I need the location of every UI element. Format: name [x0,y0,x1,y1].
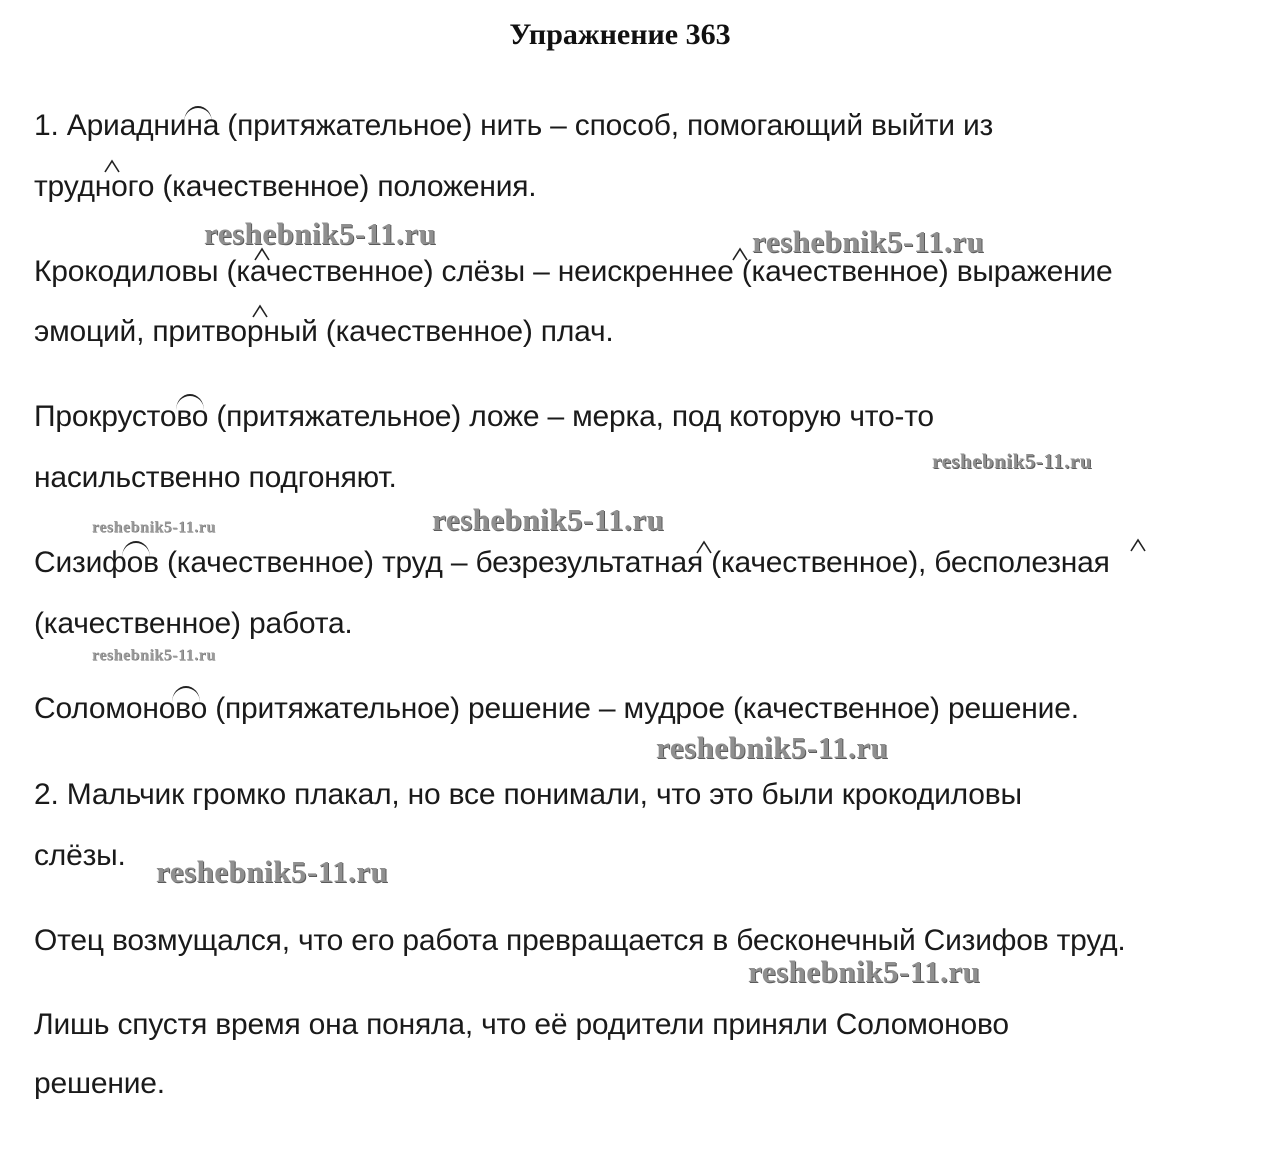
text-line-7: Сизифов (качественное) труд – безрезультатная (качественное), бесполезная [34,546,1110,579]
watermark-logo: reshebnik5-11.ru [748,954,981,989]
suffix-arc-mark [172,686,200,702]
suffix-caret-mark [252,304,268,318]
text-line-1: 1. Ариаднина (притяжательное) нить – способ, помогающий выйти из [34,109,994,142]
watermark-logo: reshebnik5-11.ru [752,224,985,259]
watermark-logo: reshebnik5-11.ru [92,519,216,536]
text-line-9: Соломоново (притяжательное) решение – мудрое (качественное) решение. [34,692,1079,725]
watermark-logo: reshebnik5-11.ru [432,502,665,537]
suffix-caret-mark [696,540,712,554]
watermark-logo: reshebnik5-11.ru [156,854,389,889]
watermark-logo: reshebnik5-11.ru [204,216,437,251]
text-line-8: (качественное) работа. [34,607,353,640]
text-line-11: слёзы. [34,839,126,872]
suffix-caret-mark [104,159,120,173]
suffix-caret-mark [1130,538,1146,552]
watermark-logo: reshebnik5-11.ru [656,730,889,765]
text-line-4: эмоций, притворный (качественное) плач. [34,315,614,348]
exercise-title: Упражнение 363 [509,18,731,51]
watermark-logo: reshebnik5-11.ru [92,647,216,664]
text-line-13: Лишь спустя время она поняла, что её родители приняли Соломоново [34,1008,1009,1041]
text-line-12: Отец возмущался, что его работа превращается в бесконечный Сизифов труд. [34,924,1126,957]
suffix-arc-mark [176,394,204,410]
text-line-10: 2. Мальчик громко плакал, но все понимали, что это были крокодиловы [34,778,1022,811]
watermark-logo: reshebnik5-11.ru [932,449,1092,473]
text-line-5: Прокрустово (притяжательное) ложе – мерка, под которую что-то [34,400,934,433]
suffix-caret-mark [732,247,748,261]
suffix-arc-mark [122,541,150,557]
text-line-6: насильственно подгоняют. [34,461,397,494]
text-line-2: трудного (качественное) положения. [34,170,537,203]
text-line-14: решение. [34,1067,165,1100]
text-line-3: Крокодиловы (качественное) слёзы – неискреннее (качественное) выражение [34,255,1113,288]
